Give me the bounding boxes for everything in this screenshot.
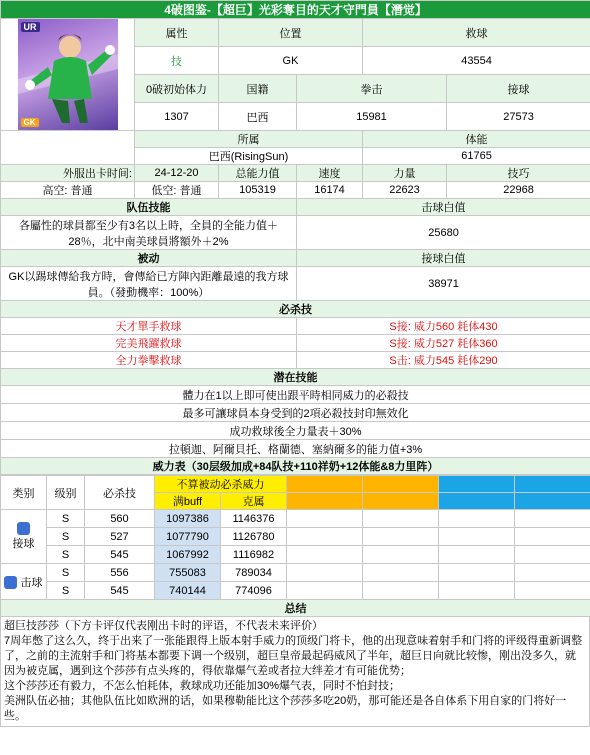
table-row-level: S <box>47 546 85 564</box>
table-row-full: 1077790 <box>155 528 221 546</box>
attr-value: 技 <box>135 47 219 75</box>
potential-item-2: 最多可讓球員本身受到的2項必殺技封印無效化 <box>1 404 590 422</box>
table-row-full: 1097386 <box>155 510 221 528</box>
table-row-counter: 1116982 <box>221 546 287 564</box>
summary-line-1: 超巨技莎莎（下方卡评仅代表刚出卡时的评语，不代表未来评价） <box>4 620 323 632</box>
speed-value: 16174 <box>297 182 363 199</box>
rarity-badge: UR <box>21 22 40 32</box>
table-row-level: S <box>47 510 85 528</box>
total-value: 105319 <box>219 182 297 199</box>
save-value: 43554 <box>363 47 590 75</box>
orange-cell-1 <box>287 476 363 493</box>
position-value: GK <box>219 47 363 75</box>
passive-text: GK以踢球傳給我方時，會傳給已方陣內距離最遠的我方球員。（發動機率：100%） <box>1 267 297 301</box>
col-type: 类别 <box>1 476 47 510</box>
total-label: 总能力值 <box>219 165 297 182</box>
passive-value: 38971 <box>297 267 590 301</box>
team-skill-value: 25680 <box>297 216 590 250</box>
table-row-counter: 1126780 <box>221 528 287 546</box>
table-row-full: 1067992 <box>155 546 221 564</box>
table-row-full: 755083 <box>155 564 221 582</box>
orange-cell-2 <box>363 476 439 493</box>
hp-label: 体能 <box>363 131 590 148</box>
passive-value-label: 接球白值 <box>297 250 590 267</box>
nation-value: 巴西 <box>219 103 297 131</box>
special-desc-3: S击: 威力545 耗体290 <box>297 352 590 369</box>
special-name-2: 完美飛躍救球 <box>1 335 297 352</box>
release-value: 24-12-20 <box>135 165 219 182</box>
passive-title: 被动 <box>1 250 297 267</box>
punch-label: 拳击 <box>297 75 447 103</box>
special-desc-2: S接: 威力527 耗体360 <box>297 335 590 352</box>
team-skill-text: 各屬性的球員都至少有3名以上時，全員的全能力值＋28％，北中南美球員將額外＋2% <box>1 216 297 250</box>
nation-label: 国籍 <box>219 75 297 103</box>
table-row-counter: 1146376 <box>221 510 287 528</box>
col-full: 满buff <box>155 493 221 510</box>
punch-value: 15981 <box>297 103 447 131</box>
col-level: 级别 <box>47 476 85 510</box>
special-name-3: 全力拳擊救球 <box>1 352 297 369</box>
player-card-image <box>18 19 118 130</box>
page-title: 4破图鉴-【超巨】光彩奪目的天才守門員【潛觉】 <box>1 1 590 19</box>
summary-body <box>0 617 590 727</box>
summary-line-3: 这个莎莎还有毅力，不怎么怕耗体，救球成功还能加30%爆气表，同时不怕封技； <box>4 680 401 692</box>
team-skill-title: 队伍技能 <box>1 199 297 216</box>
stamina0-label: 0破初始体力 <box>135 75 219 103</box>
power-table-title: 威力表（30层级加成+84队技+110祥奶+12体能&8力里阵） <box>1 458 590 475</box>
high-label: 高空: 普通 <box>1 182 135 199</box>
catch-type-cell <box>1 510 47 564</box>
summary-line-4: 美洲队伍必抽；其他队伍比如欧洲的话，如果穆勒能比这个莎莎多吃20奶，那可能还是各自体系下用自家的门将好一些。 <box>4 695 567 722</box>
potential-item-3: 成功救球後全力量表＋30% <box>1 422 590 440</box>
save-label: 救球 <box>363 19 590 47</box>
table-row-skill: 560 <box>85 510 155 528</box>
summary-title: 总结 <box>1 600 590 617</box>
table-row-counter: 789034 <box>221 564 287 582</box>
speed-label: 速度 <box>297 165 363 182</box>
table-row-level: S <box>47 528 85 546</box>
punch-type-label: 击球 <box>20 576 43 589</box>
power-label: 力量 <box>363 165 447 182</box>
stamina0-value: 1307 <box>135 103 219 131</box>
special-name-1: 天才單手救球 <box>1 318 297 335</box>
table-row-skill: 556 <box>85 564 155 582</box>
power-value: 22623 <box>363 182 447 199</box>
table-row-skill: 545 <box>85 582 155 600</box>
hp-value: 61765 <box>363 148 590 165</box>
club-label: 所属 <box>135 131 363 148</box>
attr-label: 属性 <box>135 19 219 47</box>
tech-value: 22968 <box>447 182 590 199</box>
special-title: 必杀技 <box>1 301 590 318</box>
card-portrait <box>1 19 135 131</box>
punch-type-cell <box>1 564 47 600</box>
power-table <box>0 475 590 617</box>
table-row-counter: 774096 <box>221 582 287 600</box>
fist-icon <box>4 576 17 589</box>
potential-item-1: 體力在1以上即可使出跟平時相同威力的必殺技 <box>1 386 590 404</box>
position-label: 位置 <box>219 19 363 47</box>
passive-header: 不算被动必杀威力 <box>155 476 287 493</box>
table-row-level: S <box>47 564 85 582</box>
potential-item-4: 拉頓迦、阿爾貝托、格蘭德、塞納爾多的能力值+3% <box>1 440 590 458</box>
gk-badge: GK <box>21 118 39 127</box>
goalkeeper-illustration <box>18 19 118 130</box>
col-counter: 克属 <box>221 493 287 510</box>
team-skill-value-label: 击球白值 <box>297 199 590 216</box>
table-row-level: S <box>47 582 85 600</box>
low-label: 低空: 普通 <box>135 182 219 199</box>
special-desc-1: S接: 威力560 耗体430 <box>297 318 590 335</box>
sky-cell-2 <box>515 476 590 493</box>
catch-label: 接球 <box>447 75 590 103</box>
glove-icon <box>17 522 30 535</box>
release-label: 外服出卡时间: <box>1 165 135 182</box>
summary-line-2: 7周年憋了这么久，终于出来了一张能跟得上版本射手威力的顶级门将卡，他的出现意味着射手和门将的评级得重新调整了，之前的主流射手和门将基本都要下调一个级别，超巨皇帝最起码威风了半年，超巨日向就比较惨，刚出没多久，就因为被克属，遇到这个莎莎有点头疼的，得依靠爆气差或者拉大绊差才有可能优势； <box>4 635 583 677</box>
sky-cell-1 <box>439 476 515 493</box>
catch-value: 27573 <box>447 103 590 131</box>
table-row-full: 740144 <box>155 582 221 600</box>
catch-type-label: 接球 <box>12 538 35 550</box>
table-row-skill: 545 <box>85 546 155 564</box>
club-value: 巴西(RisingSun) <box>135 148 363 165</box>
potential-title: 潜在技能 <box>1 369 590 386</box>
table-row-skill: 527 <box>85 528 155 546</box>
tech-label: 技巧 <box>447 165 590 182</box>
col-skill: 必杀技 <box>85 476 155 510</box>
